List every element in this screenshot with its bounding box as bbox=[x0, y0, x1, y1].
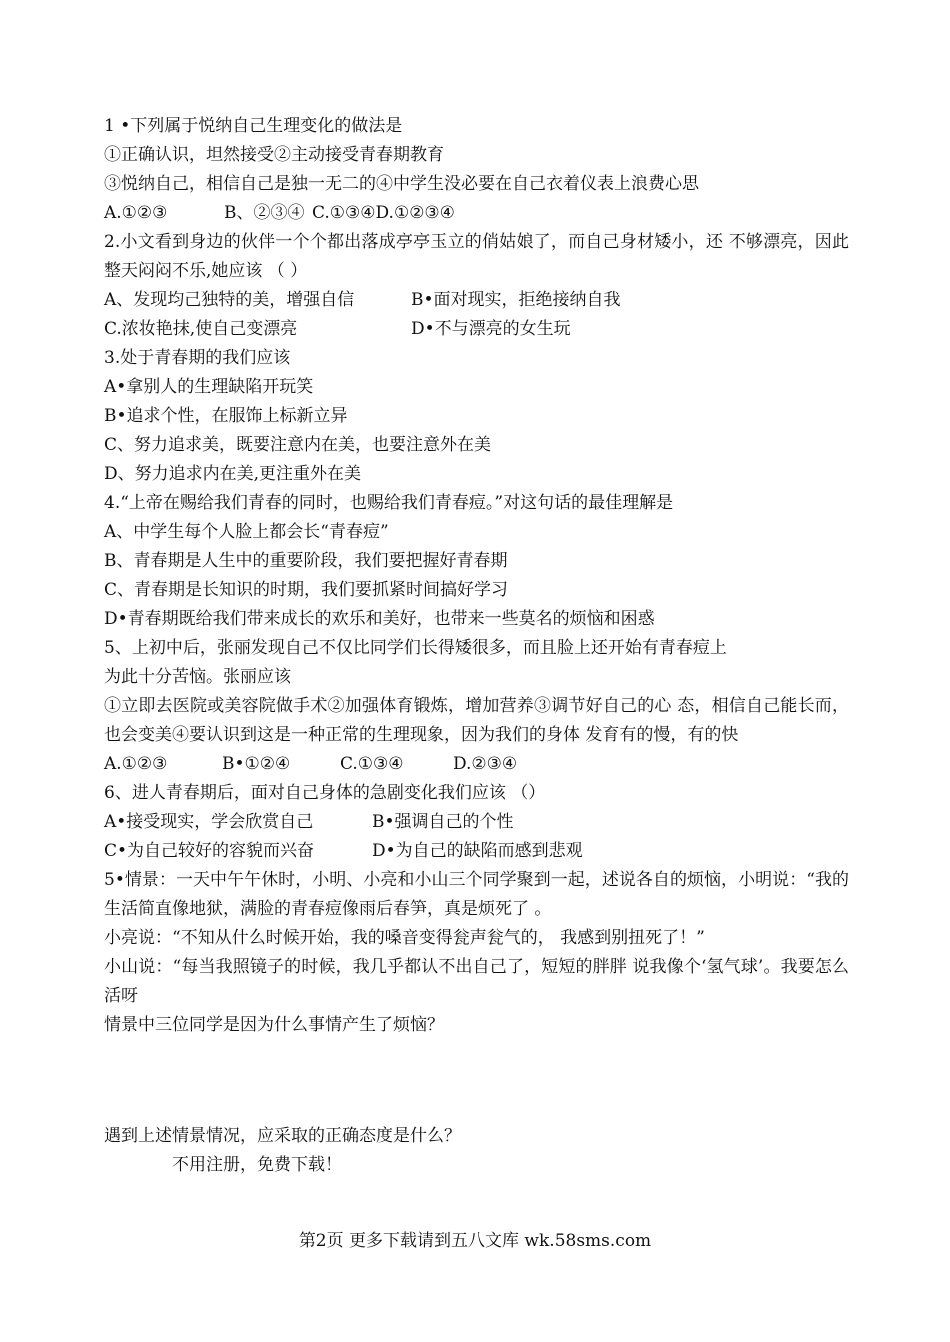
document-content bbox=[104, 112, 849, 1180]
q3-stem: 3.处于青春期的我们应该 bbox=[104, 348, 291, 368]
scenario-question-2: 遇到上述情景情况，应采取的正确态度是什么？ bbox=[104, 1126, 461, 1146]
q5-options bbox=[104, 750, 849, 779]
q1-option-a: A.①②③ bbox=[104, 203, 168, 223]
q5-stem-line2: 为此十分苦恼。张丽应该 bbox=[104, 667, 291, 687]
q1-options bbox=[104, 199, 849, 228]
q4-option-a: A、中学生每个人脸上都会长“青春痘” bbox=[104, 522, 389, 542]
q6-option-a: A•接受现实，学会欣赏自己 bbox=[104, 812, 314, 832]
q3-option-b: B•追求个性，在服饰上标新立异 bbox=[104, 406, 348, 426]
q4-option-b: B、青春期是人生中的重要阶段，我们要把握好青春期 bbox=[104, 551, 508, 571]
q3-option-a: A•拿别人的生理缺陷开玩笑 bbox=[104, 377, 314, 397]
q5-option-a: A.①②③ bbox=[104, 754, 168, 774]
q2-option-a: A、发现均己独特的美，增强自信 bbox=[104, 290, 355, 310]
q6-option-b: B•强调自己的个性 bbox=[372, 812, 514, 832]
q5-body: ①立即去医院或美容院做手术②加强体育锻炼，增加营养③调节好自己的心 态，相信自己能长而，也会变美④要认识到这是一种正常的生理现象，因为我们的身体 发育有的慢，有的快 bbox=[104, 696, 849, 745]
q6-options-row1 bbox=[104, 808, 849, 837]
q5-option-d: D.②③④ bbox=[453, 754, 518, 774]
scenario-xiaoshan: 小山说：“每当我照镜子的时候，我几乎都认不出自己了，短短的胖胖 说我像个‘氢气球’。我要怎么活呀 bbox=[104, 957, 849, 1006]
q4-stem: 4.“上帝在赐给我们青春的同时，也赐给我们青春痘。”对这句话的最佳理解是 bbox=[104, 493, 674, 513]
q1-option-cd: C.①③④D.①②③④ bbox=[312, 203, 455, 223]
q2-options-row1 bbox=[104, 286, 849, 315]
q5-option-c: C.①③④ bbox=[340, 754, 404, 774]
q4-option-c: C、青春期是长知识的时期，我们要抓紧时间搞好学习 bbox=[104, 580, 509, 600]
q2-option-b: B•面对现实，拒绝接纳自我 bbox=[411, 290, 621, 310]
q2-option-d: D•不与漂亮的女生玩 bbox=[411, 319, 571, 339]
q6-option-d: D•为自己的缺陷而感到悲观 bbox=[372, 841, 583, 861]
q3-option-c: C、努力追求美，既要注意内在美，也要注意外在美 bbox=[104, 435, 492, 455]
scenario-intro: 5•情景：一天中午午休时，小明、小亮和小山三个同学聚到一起，述说各自的烦恼，小明说：“我的生活简直像地狱，满脸的青春痘像雨后春笋，真是烦死了 。 bbox=[104, 870, 849, 919]
q1-stem: 1 •下列属于悦纳自己生理变化的做法是 bbox=[104, 116, 403, 136]
q1-option-b: B、②③④ bbox=[224, 203, 305, 223]
q6-stem: 6、进人青春期后，面对自己身体的急剧变化我们应该 （） bbox=[104, 783, 546, 803]
q2-options-row2 bbox=[104, 315, 849, 344]
q4-option-d: D•青春期既给我们带来成长的欢乐和美好，也带来一些莫名的烦恼和困惑 bbox=[104, 609, 655, 629]
page-footer: 第2页 更多下载请到五八文库 wk.58sms.com bbox=[298, 1231, 652, 1251]
q1-line1: ①正确认识，坦然接受②主动接受青春期教育 bbox=[104, 145, 444, 165]
answer-space bbox=[104, 1040, 849, 1122]
q2-option-c: C.浓妆艳抹,使自己变漂亮 bbox=[104, 319, 298, 339]
q5-option-b: B•①②④ bbox=[222, 754, 291, 774]
scenario-question-1: 情景中三位同学是因为什么事情产生了烦恼？ bbox=[104, 1015, 444, 1035]
q6-option-c: C•为自己较好的容貌而兴奋 bbox=[104, 841, 315, 861]
q1-line2: ③悦纳自己，相信自己是独一无二的④中学生没必要在自己衣着仪表上浪费心思 bbox=[104, 174, 699, 194]
q2-stem: 2.小文看到身边的伙伴一个个都出落成亭亭玉立的俏姑娘了，而自己身材矮小，还 不够漂亮，因此整天闷闷不乐,她应该 （ ） bbox=[104, 232, 849, 281]
promo-text: 不用注册，免费下载！ bbox=[172, 1155, 342, 1175]
q3-option-d: D、努力追求内在美,更注重外在美 bbox=[104, 464, 362, 484]
q5-stem-line1: 5、上初中后，张丽发现自己不仅比同学们长得矮很多，而且脸上还开始有青春痘上 bbox=[104, 638, 727, 658]
q6-options-row2 bbox=[104, 837, 849, 866]
scenario-xiaoliang: 小亮说：“不知从什么时候开始，我的嗓音变得瓮声瓮气的， 我感到别扭死了！” bbox=[104, 928, 705, 948]
